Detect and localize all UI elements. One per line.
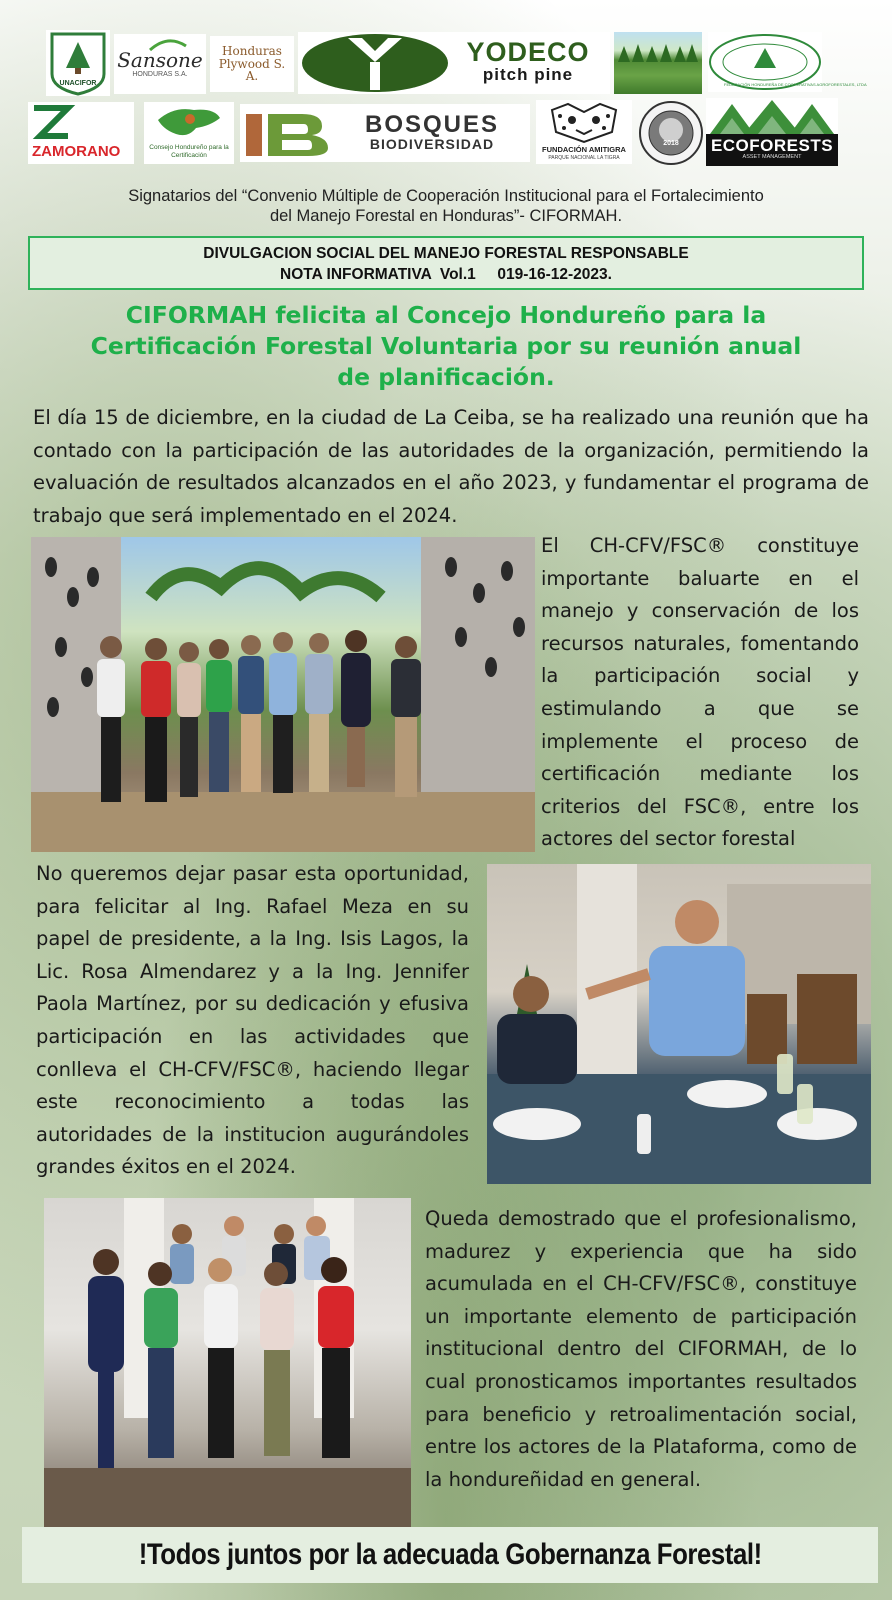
signatories-text [40,186,852,226]
forest-field-logo [614,32,702,94]
bulletin-notice-box [28,236,864,290]
honduras-plywood-logo-text: Honduras Plywood S. A. [218,44,286,84]
cooperatives-federation-logo-text: FEDERACIÓN HONDUREÑA DE COOPERATIVAS AGROFORESTALES, LTDA [724,82,867,87]
yodeco-logo-title: YODECO [466,37,590,67]
yodeco-logo-subtitle: pitch pine [482,65,574,85]
headline [30,300,862,393]
headline-line-2: Certificación Forestal Voluntaria por su reunión anual [90,332,802,360]
sansone-logo [114,34,206,94]
group-photo-indoors [44,1198,411,1528]
cooperatives-federation-logo [708,32,867,92]
bosques-biodiversidad-logo [240,104,530,162]
notice-line-1: DIVULGACION SOCIAL DEL MANEJO FORESTAL RESPONSABLE [203,245,689,262]
cooperative-seal-logo [638,100,704,166]
closing-banner [22,1527,878,1583]
ecoforests-logo-title: ECOFORESTS [710,136,834,155]
concejo-certificacion-logo-text: Consejo Hondureño para la Certificación [149,144,229,159]
ecoforests-logo [706,98,838,166]
intro-paragraph: El día 15 de diciembre, en la ciudad de La Ceiba, se ha realizado una reunión que ha contado con la participación de las autoridades de la organización, permitiendo la evaluación de resultados alcanzados en el año 2023, y fundamentar el programa de trabajo que será implementado en el 2024. [33,406,869,527]
amitigra-logo-subtext: PARQUE NACIONAL LA TIGRA [548,155,620,161]
signatories-line-2: del Manejo Forestal en Honduras”- CIFORMAH. [269,207,623,225]
fourth-paragraph: Queda demostrado que el profesionalismo, madurez y experiencia que ha sido acumulada en el CH-CFV/FSC®, constituye un importante elemento de participación institucional dentro del CIFORMAH, de lo cual pronosticamos importantes resultados para beneficio y retroalimentación social, entre los actores de la Plataforma, como de la hondureñidad en general. [425,1207,857,1491]
headline-line-1: CIFORMAH felicita al Concejo Hondureño para la [125,301,767,329]
sansone-logo-subtext: HONDURAS S.A. [132,70,188,78]
sansone-logo-text: Sansone [117,47,203,72]
zamorano-logo-text: ZAMORANO [32,143,121,160]
cooperative-seal-year: 2018 [663,140,679,147]
speaker-photo-dinner [487,864,871,1184]
biodiversidad-logo-subtitle: BIODIVERSIDAD [369,136,495,153]
second-paragraph: El CH-CFV/FSC® constituye importante baluarte en el manejo y conservación de los recursos naturales, fomentando la participación social y estimulando a que se implemente el proceso de certificación mediante los criterios del FSC®, entre los actores del sector forestal [541,534,859,851]
headline-line-3: de planificación. [337,363,555,391]
amitigra-logo-text: FUNDACIÓN AMITIGRA [542,145,626,154]
notice-line-2: NOTA INFORMATIVA Vol.1 019-16-12-2023. [280,266,612,283]
honduras-plywood-logo [210,36,294,92]
yodeco-logo [298,32,610,94]
closing-banner-text: !Todos juntos por la adecuada Gobernanza Forestal! [138,1538,762,1571]
signatories-line-1: Signatarios del “Convenio Múltiple de Cooperación Institucional para el Fortalecimiento [128,187,764,205]
group-photo-entrance [31,537,535,852]
ecoforests-logo-subtitle: ASSET MANAGEMENT [742,153,802,160]
third-paragraph: No queremos dejar pasar esta oportunidad, para felicitar al Ing. Rafael Meza en su papel de presidente, a la Ing. Isis Lagos, la Lic. Rosa Almendarez y a la Ing. Jennifer Paola Martínez, por su dedicación y efusiva participación en las actividades que conlleva el CH-CFV/FSC®, haciendo llegar este reconocimiento a todas las autoridades de la institucion augurándoles grandes éxitos en el 2024. [36,862,469,1179]
zamorano-logo [28,102,134,164]
unacifor-logo [46,30,110,96]
concejo-certificacion-logo [144,102,234,164]
unacifor-logo-text: UNACIFOR [59,80,97,87]
amitigra-logo [536,100,632,164]
bosques-logo-title: BOSQUES [364,111,500,138]
